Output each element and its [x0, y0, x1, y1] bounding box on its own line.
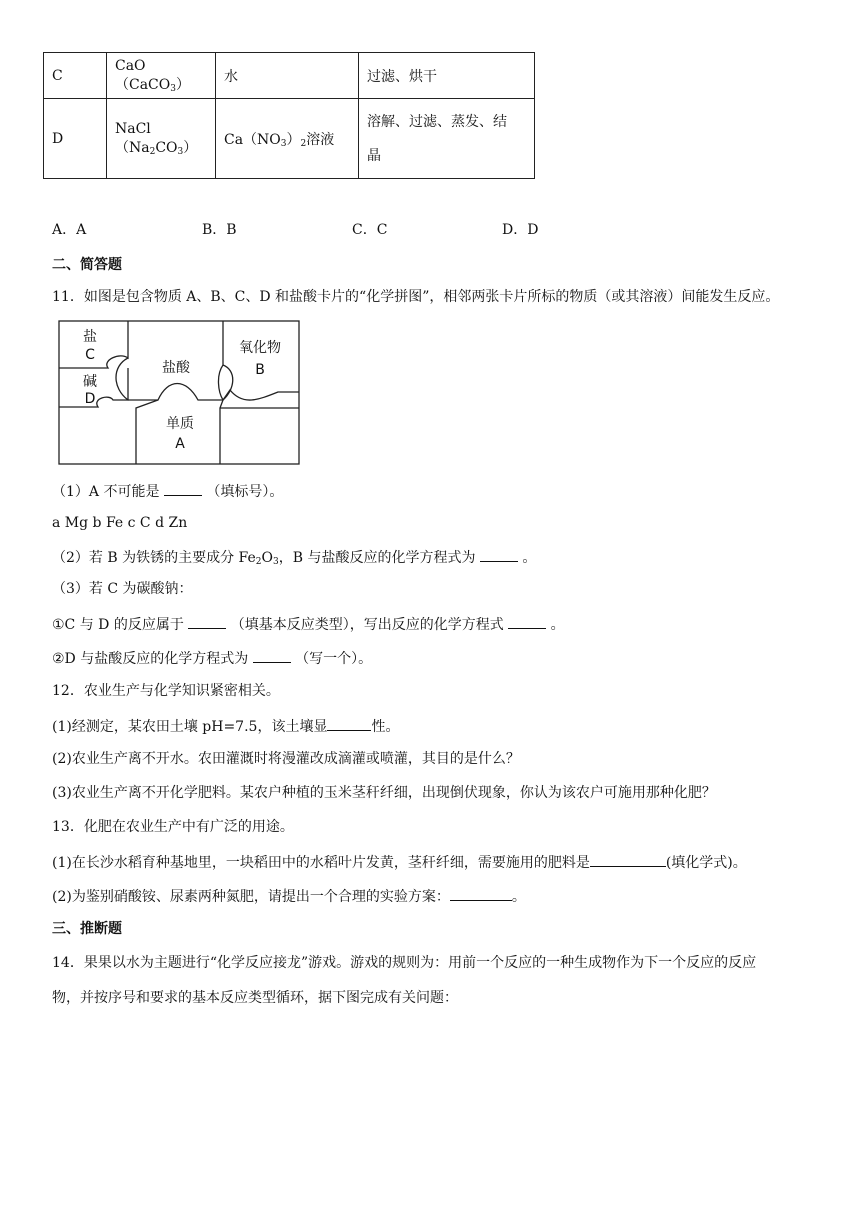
question-12: 12．农业生产与化学知识紧密相关。 — [52, 683, 280, 699]
element-letter: A — [175, 436, 185, 452]
answer-blank[interactable] — [253, 649, 291, 663]
row-label: C — [44, 53, 107, 99]
table-row — [44, 99, 535, 179]
answer-blank[interactable] — [508, 615, 546, 629]
answer-blank[interactable] — [590, 853, 666, 867]
salt-letter: C — [85, 347, 95, 363]
element-card-left — [136, 400, 158, 464]
q11-part1: （1）A 不可能是 （填标号）。 — [52, 484, 284, 500]
q12-part3: (3)农业生产离不开化学肥料。某农户种植的玉米茎秆纤细，出现倒伏现象，你认为该农户可施用那种化肥？ — [52, 785, 716, 801]
row-label: D — [44, 99, 107, 179]
answer-blank[interactable] — [450, 887, 512, 901]
answer-blank[interactable] — [480, 548, 518, 562]
oxide-card-edge — [218, 321, 299, 400]
q11-part3-2: ②D 与盐酸反应的化学方程式为 （写一个）。 — [52, 651, 373, 667]
element-label: 单质 — [166, 416, 194, 432]
q13-part2: (2)为鉴别硝酸铵、尿素两种氮肥，请提出一个合理的实验方案： 。 — [52, 889, 526, 905]
q13-part1: (1)在长沙水稻育种基地里，一块稻田中的水稻叶片发黄，茎秆纤细，需要施用的肥料是 (填化学式)。 — [52, 855, 747, 871]
element-card-right — [220, 400, 223, 464]
q12-part1: (1)经测定，某农田土壤 pH=7.5，该土壤显 性。 — [52, 719, 400, 735]
chemistry-puzzle-diagram — [58, 320, 300, 465]
options-table — [43, 52, 535, 179]
choice-b: B．B — [202, 222, 237, 238]
q11-options: a Mg b Fe c C d Zn — [52, 515, 188, 531]
oxide-label: 氧化物 — [239, 340, 281, 356]
acid-label: 盐酸 — [162, 360, 190, 376]
base-label: 碱 — [83, 374, 97, 390]
method-cell: 溶解、过滤、蒸发、结 晶 — [359, 99, 535, 179]
answer-blank[interactable] — [327, 717, 371, 731]
table-row — [44, 53, 535, 99]
section-title: 二、简答题 — [52, 257, 122, 273]
oxide-letter: B — [255, 362, 265, 378]
question-13: 13．化肥在农业生产中有广泛的用途。 — [52, 819, 294, 835]
q12-part2: (2)农业生产离不开水。农田灌溉时将漫灌改成滴灌或喷灌，其目的是什么？ — [52, 751, 520, 767]
reagent-cell: 水 — [216, 53, 359, 99]
answer-blank[interactable] — [164, 482, 202, 496]
substance-cell: CaO（CaCO$_3$） — [107, 53, 216, 99]
question-14-line1: 14．果果以水为主题进行“化学反应接龙”游戏。游戏的规则为：用前一个反应的一种生成物作为下一个反应的反应 — [52, 955, 757, 971]
substance-cell: $NaCl(Na_2CO_3)$ — [107, 99, 216, 179]
q11-part3: （3）若 C 为碳酸钠： — [52, 581, 193, 597]
choice-d: D．D — [502, 222, 539, 238]
section-title: 三、推断题 — [52, 921, 122, 937]
q11-part3-1: ①C 与 D 的反应属于 （填基本反应类型），写出反应的化学方程式 。 — [52, 617, 565, 633]
answer-blank[interactable] — [188, 615, 226, 629]
choice-a: A．A — [52, 222, 87, 238]
question-14-line2: 物，并按序号和要求的基本反应类型循环，据下图完成有关问题： — [52, 990, 458, 1006]
method-cell: 过滤、烘干 — [359, 53, 535, 99]
reagent-cell: $Ca(NO_3)_2$溶液 — [216, 99, 359, 179]
base-letter: D — [84, 391, 96, 407]
question-11: 11．如图是包含物质 A、B、C、D 和盐酸卡片的“化学拼图”，相邻两张卡片所标的物质（或其溶液）间能发生反应。 — [52, 289, 780, 305]
q11-part2: （2）若 B 为铁锈的主要成分 $Fe_2O_3$，B 与盐酸反应的化学方程式为 。 — [52, 550, 537, 567]
salt-label: 盐 — [83, 329, 97, 345]
choice-c: C．C — [352, 222, 388, 238]
